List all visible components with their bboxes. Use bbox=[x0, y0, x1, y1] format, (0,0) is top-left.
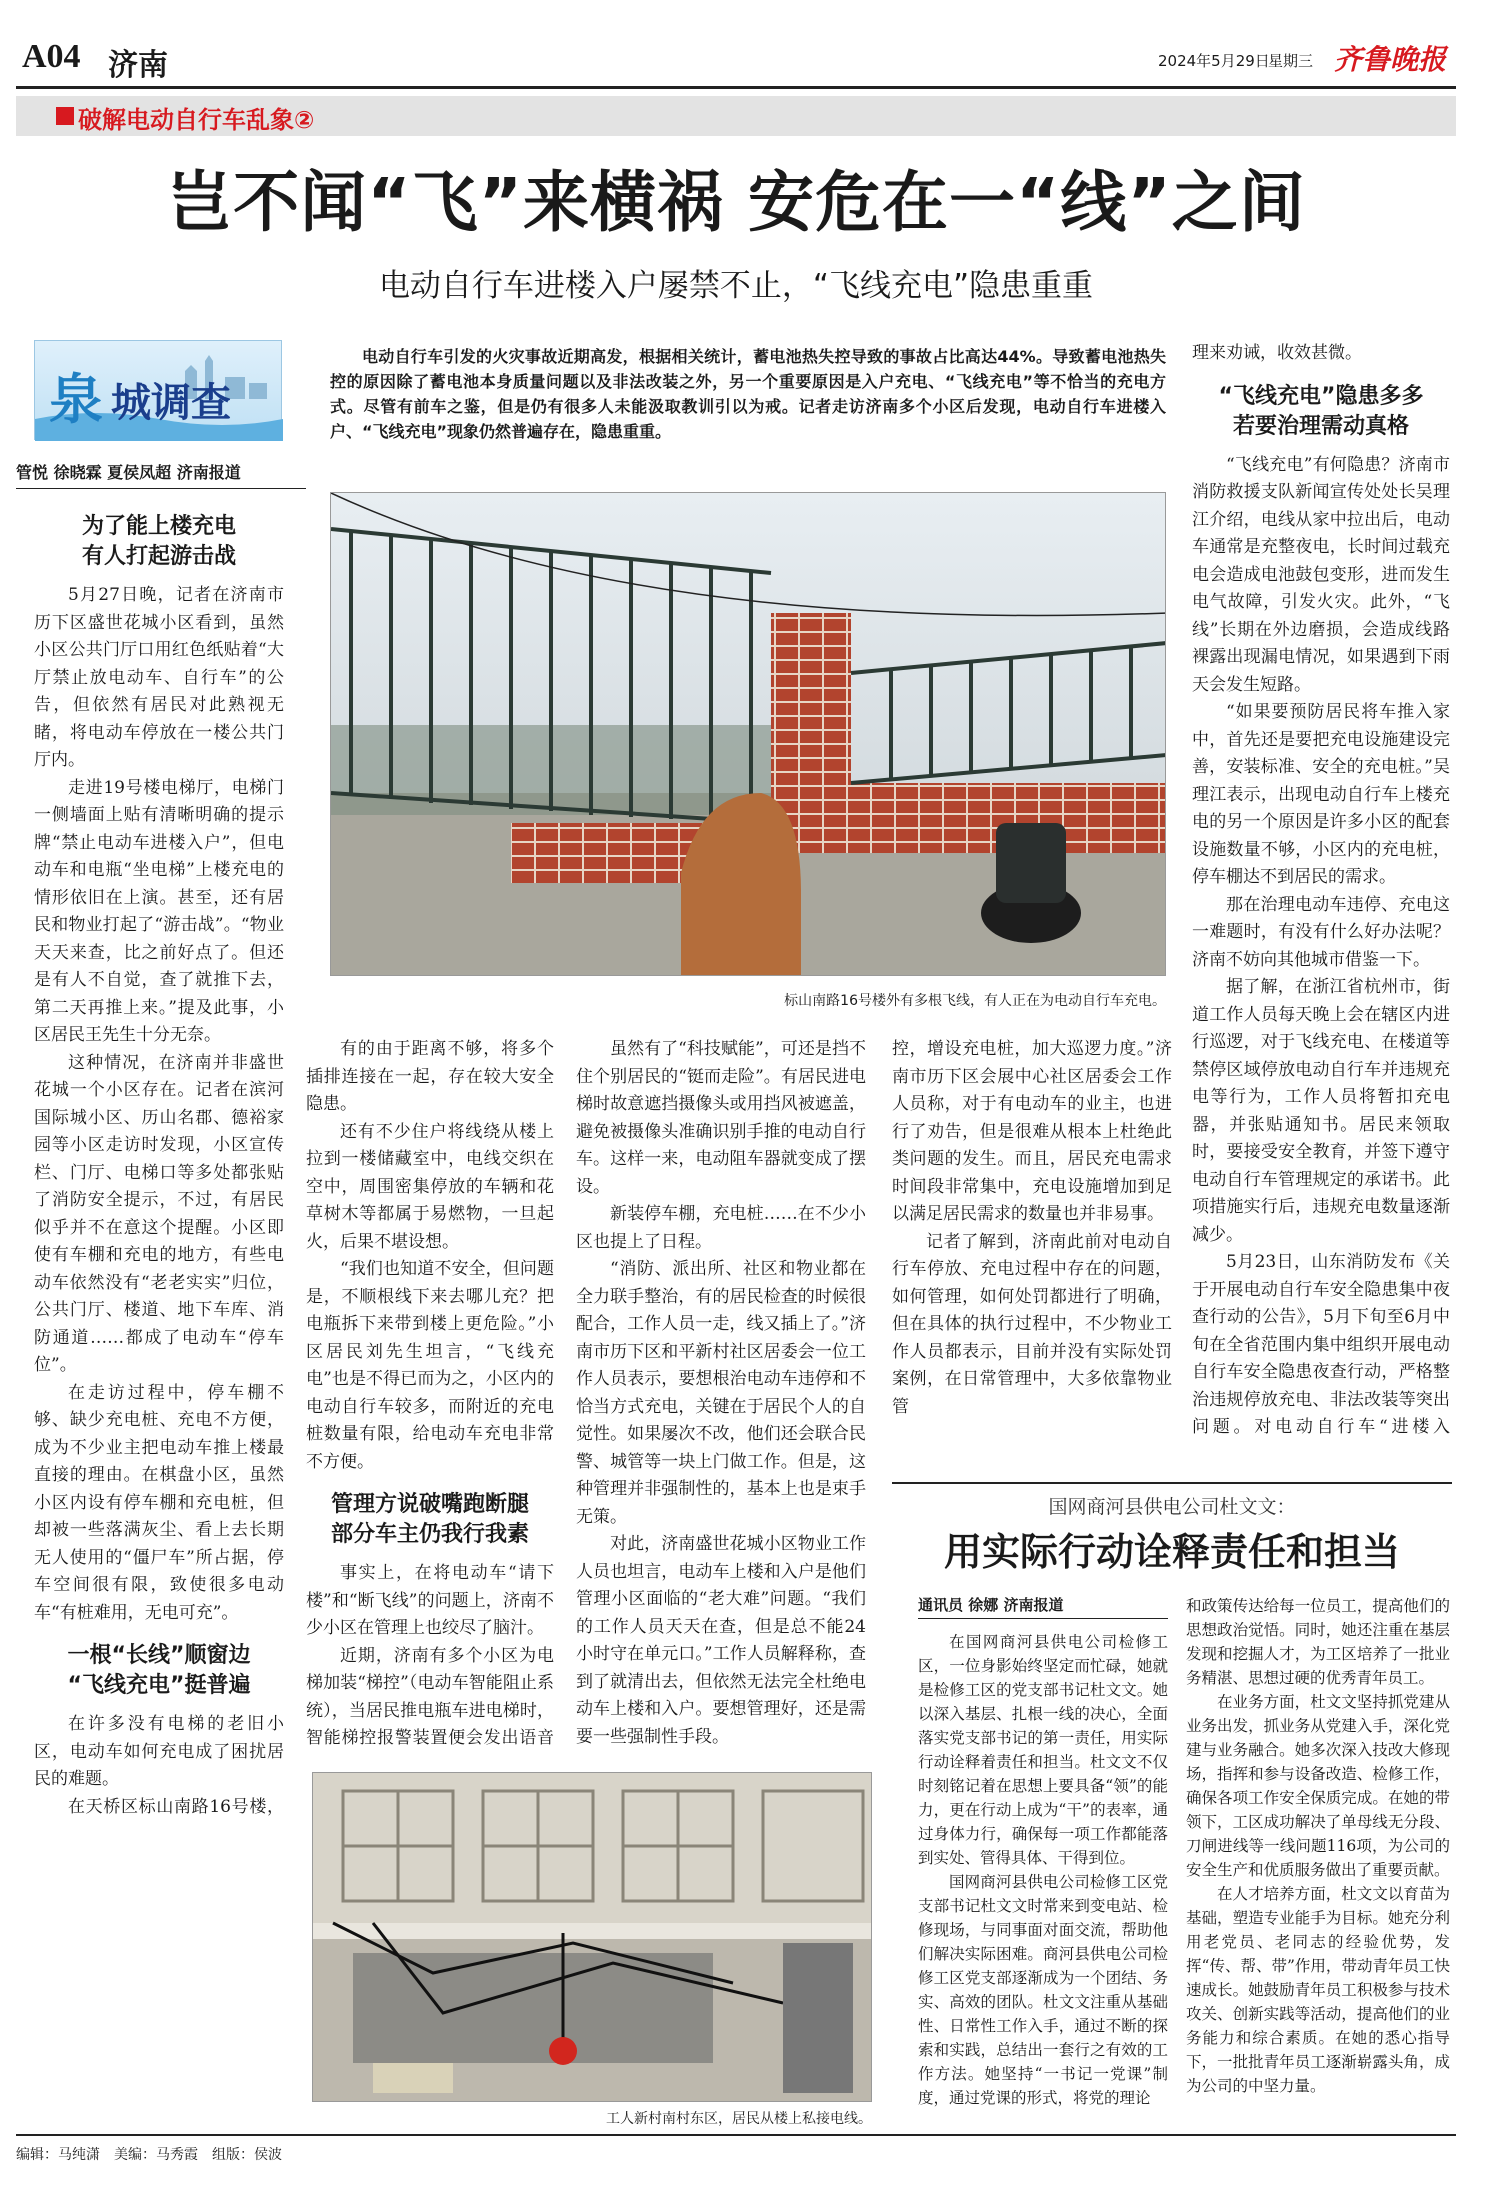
paragraph: 还有不少住户将线绕从楼上拉到一楼储藏室中，电线交织在空中，周围密集停放的车辆和花草树木等都属于易燃物，一旦起火，后果不堪设想。 bbox=[306, 1121, 554, 1252]
sidebar-title: 用实际行动诠释责任和担当 bbox=[943, 1529, 1400, 1574]
paragraph: 在业务方面，杜文文坚持抓党建从业务出发，抓业务从党建入手，深化党建与业务融合。她多次深入技改大修现场，指挥和参与设备改造、检修工作，确保各项工作安全保质完成。在她的带领下，工区成功解决了单母线无分段、刀闸进线等一线问题116项，为公司的安全生产和优质服务做出了重要贡献。 bbox=[1186, 1693, 1450, 1879]
header-rule bbox=[16, 86, 1456, 89]
paragraph: 国网商河县供电公司检修工区党支部书记杜文文时常来到变电站、检修现场，与同事面对面交流，帮助他们解决实际困难。商河县供电公司检修工区党支部逐渐成为一个团结、务实、高效的团队。杜文文注重从基础性、日常性工作入手，通过不断的探索和实践，总结出一套行之有效的工作方法。她坚持“一书记一党课”制度，通过党课的形式，将党的理论 bbox=[918, 1873, 1168, 2107]
subheadline: 电动自行车进楼入户屡禁不止，“飞线充电”隐患重重 bbox=[378, 268, 1094, 304]
paragraph: 这种情况，在济南并非盛世花城一个小区存在。记者在滨河国际城小区、历山名郡、德裕家园等小区走访时发现，小区宣传栏、门厅、电梯口等多处都张贴了消防安全提示，不过，有居民似乎并不在意这个提醒。小区即使有车棚和充电的地方，有些电动车依然没有“老老实实”归位，公共门厅、楼道、地下车库、消防通道……都成了电动车“停车位”。 bbox=[34, 1052, 284, 1375]
sidebar-byline: 通讯员 徐娜 济南报道 bbox=[918, 1596, 1064, 1614]
paragraph: 控，增设充电桩，加大巡逻力度。”济南市历下区会展中心社区居委会工作人员称，对于有电动车的业主，也进行了劝告，但是很难从根本上杜绝此类问题的发生。而且，居民充电需求时间段非常集中，充电设施增加到足以满足居民需求的数量也并非易事。 bbox=[892, 1039, 1172, 1224]
photo2-caption: 工人新村南村东区，居民从楼上私接电线。 bbox=[606, 2111, 872, 2127]
paragraph: 新装停车棚，充电桩……在不少小区也提上了日程。 bbox=[576, 1204, 866, 1252]
column-5 bbox=[1192, 340, 1450, 1440]
sidebar-col-left bbox=[918, 1630, 1168, 2120]
series-tag-bar bbox=[16, 96, 1456, 136]
sidebar-kicker: 国网商河县供电公司杜文文： bbox=[1048, 1496, 1296, 1518]
paragraph: “飞线充电”有何隐患？济南市消防救援支队新闻宣传处处长吴理江介绍，电线从家中拉出后，电动车通常是充整夜电，长时间过载充电会造成电池鼓包变形，进而发生电气故障，引发火灾。此外，“飞线”长期在外边磨损，会造成线路裸露出现漏电情况，如果遇到下雨天会发生短路。 bbox=[1192, 454, 1450, 695]
page-number: A04 bbox=[22, 38, 81, 75]
column-3 bbox=[576, 1036, 866, 1752]
paragraph: 有的由于距离不够，将多个插排连接在一起，存在较大安全隐患。 bbox=[306, 1039, 554, 1114]
red-square-icon bbox=[56, 107, 74, 125]
col1-subhead-1: 为了能上楼充电 有人打起游击战 bbox=[81, 514, 236, 569]
paragraph: 在人才培养方面，杜文文以育苗为基础，塑造专业能手为目标。她充分利用老党员、老同志的经验优势，发挥“传、帮、带”作用，带动青年员工快速成长。她鼓励青年员工积极参与技术攻关、创新实践等活动，提高他们的业务能力和综合素质。在她的悉心指导下，一批批青年员工逐渐崭露头角，成为公司的中坚力量。 bbox=[1186, 1885, 1450, 2095]
paragraph: “消防、派出所、社区和物业都在全力联手整治，有的居民检查的时候很配合，工作人员一走，线又插上了。”济南市历下区和平新村社区居委会一位工作人员表示，要想根治电动车违停和不恰当方式充电，关键在于居民个人的自觉性。如果屡次不改，他们还会联合民警、城管等一块上门做工作。但是，这种管理并非强制性的，基本上也是束手无策。 bbox=[576, 1259, 866, 1527]
col1-subhead-2: 一根“长线”顺窗边 “飞线充电”挺普遍 bbox=[67, 1643, 251, 1698]
byline: 管悦 徐晓霖 夏侯凤超 济南报道 bbox=[16, 463, 241, 482]
paragraph: 5月27日晚，记者在济南市历下区盛世花城小区看到，虽然小区公共门厅口用红色纸贴着“大厅禁止放电动车、自行车”的公告，但依然有居民对此熟视无睹，将电动车停放在一楼公共门厅内。 bbox=[34, 585, 284, 770]
paragraph: 据了解，在浙江省杭州市，街道工作人员每天晚上会在辖区内进行巡逻，对于飞线充电、在楼道等禁停区域停放电动自行车并违规充电等行为，工作人员将暂扣充电器，并张贴通知书。居民来领取时，要接受安全教育，并签下遵守电动自行车管理规定的承诺书。此项措施实行后，违规充电数量逐渐减少。 bbox=[1192, 977, 1450, 1245]
wiring-scene bbox=[313, 1773, 872, 2102]
paragraph: 近期，济南有多个小区为电梯加装“梯控”（电动车智能阻止系统），当居民推电瓶车进电梯时，智能梯控报警装置便会发出语音 bbox=[306, 1645, 554, 1748]
sidebar-top-rule bbox=[892, 1482, 1452, 1484]
paragraph: 理来劝诫，收效甚微。 bbox=[1192, 343, 1362, 363]
sidebar-col-right bbox=[1186, 1594, 1450, 2120]
paragraph bbox=[576, 1751, 866, 1752]
paragraph: 在天桥区标山南路16号楼， bbox=[68, 1796, 284, 1817]
byline-rule bbox=[16, 488, 306, 489]
paragraph: 记者了解到，济南此前对电动自行车停放、充电过程中存在的问题，如何管理，如何处罚都进行了明确，但在具体的执行过程中，不少物业工作人员都表示，目前并没有实际处罚案例，在日常管理中，大多依靠物业管 bbox=[892, 1231, 1172, 1417]
paragraph: 在走访过程中，停车棚不够、缺少充电桩、充电不方便，成为不少业主把电动车推上楼最直接的理由。在棋盘小区，虽然小区内设有停车棚和充电桩，但却被一些落满灰尘、看上去长期无人使用的“僵尸车”所占据，停车空间很有限，致使很多电动车“有桩难用，无电可充”。 bbox=[34, 1382, 284, 1623]
column-1 bbox=[34, 504, 284, 1824]
footer-rule bbox=[16, 2134, 1456, 2136]
column-4 bbox=[892, 1036, 1172, 1476]
column-logo-text: 城调查 bbox=[111, 380, 231, 426]
lead-paragraph: 电动自行车引发的火灾事故近期高发，根据相关统计，蓄电池热失控导致的事故占比高达44%。导致蓄电池热失控的原因除了蓄电池本身质量问题以及非法改装之外，另一个重要原因是入户充电、“飞线充电”等不恰当的充电方式。尽管有前车之鉴，但是仍有很多人未能汲取教训引以为戒。记者走访济南多个小区后发现，电动自行车进楼入户、“飞线充电”现象仍然普遍存在，隐患重重。 bbox=[330, 347, 1166, 441]
paper-logo: 齐鲁晚报 bbox=[1334, 43, 1447, 76]
sidebar-byline-rule bbox=[918, 1618, 1168, 1619]
photo1-caption: 标山南路16号楼外有多根飞线，有人正在为电动自行车充电。 bbox=[784, 993, 1166, 1009]
series-tag: 破解电动自行车乱象② bbox=[78, 106, 315, 134]
page-header bbox=[16, 32, 1456, 84]
headline: 岂不闻“飞”来横祸 安危在一“线”之间 bbox=[166, 164, 1306, 241]
issue-date: 2024年5月29日 bbox=[1158, 52, 1270, 70]
col2-subhead: 管理方说破嘴跑断腿 部分车主仍我行我素 bbox=[330, 1492, 529, 1547]
photo-flying-wires bbox=[330, 492, 1166, 976]
paragraph: 事实上，在将电动车“请下楼”和“断飞线”的问题上，济南不少小区在管理上也绞尽了脑汁。 bbox=[306, 1563, 554, 1638]
paragraph: 在许多没有电梯的老旧小区，电动车如何充电成了困扰居民的难题。 bbox=[34, 1714, 284, 1789]
paragraph: 对此，济南盛世花城小区物业工作人员也坦言，电动车上楼和入户是他们管理小区面临的“老大难”问题。“我们的工作人员天天在查，但是总不能24小时守在单元口。”工作人员解释称，查到了就清出去，但依然无法完全杜绝电动车上楼和入户。要想管理好，还是需要一些强制性手段。 bbox=[576, 1534, 866, 1747]
column-logo-char: 泉 bbox=[49, 368, 103, 431]
paragraph: 那在治理电动车违停、充电这一难题时，有没有什么好办法呢？济南不妨向其他城市借鉴一下。 bbox=[1192, 894, 1450, 970]
paragraph: 走进19号楼电梯厅，电梯门一侧墙面上贴有清晰明确的提示牌“禁止电动车进楼入户”，但电动车和电瓶“坐电梯”上楼充电的情形依旧在上演。甚至，还有居民和物业打起了“游击战”。“物业天天来查，比之前好点了。但还是有人不自觉，查了就推下去，第二天再推上来。”提及此事，小区居民王先生十分无奈。 bbox=[34, 777, 284, 1045]
issue-weekday: 星期三 bbox=[1268, 52, 1314, 70]
paragraph: 5月23日，山东消防发布《关于开展电动自行车安全隐患集中夜查行动的公告》，5月下旬至6月中旬在全省范围内集中组织开展电动自行车安全隐患夜查行动，严格整治违规停放充电、非法改装等突出问题。对电动自行车“进楼入 bbox=[1192, 1252, 1450, 1437]
column-2 bbox=[306, 1036, 554, 1752]
paragraph: 在国网商河县供电公司检修工区，一位身影始终坚定而忙碌，她就是检修工区的党支部书记杜文文。她以深入基层、扎根一线的决心，全面落实党支部书记的第一责任，用实际行动诠释着责任和担当。杜文文不仅时刻铭记着在思想上要具备“领”的能力，更在行动上成为“干”的表率，通过身体力行，确保每一项工作都能落到实处、管得具体、干得到位。 bbox=[918, 1633, 1168, 1867]
footer-credits: 编辑：马纯潇 美编：马秀霞 组版：侯波 bbox=[16, 2147, 282, 2163]
paragraph: “我们也知道不安全，但问题是，不顺根线下来去哪儿充？把电瓶拆下来带到楼上更危险。”小区居民刘先生坦言，“飞线充电”也是不得已而为之，小区内的电动自行车较多，而附近的充电桩数量有限，给电动车充电非常不方便。 bbox=[306, 1259, 554, 1472]
paragraph: “如果要预防居民将车推入家中，首先还是要把充电设施建设完善，安装标准、安全的充电桩。”吴理江表示，出现电动自行车上楼充电的另一个原因是许多小区的配套设施数量不够，小区内的充电桩，停车棚达不到居民的需求。 bbox=[1192, 702, 1450, 887]
section-name: 济南 bbox=[108, 48, 168, 83]
paragraph: 虽然有了“科技赋能”，可还是挡不住个别居民的“铤而走险”。有居民进电梯时故意遮挡摄像头或用挡风被遮盖，避免被摄像头准确识别手推的电动自行车。这样一来，电动阻车器就变成了摆设。 bbox=[576, 1039, 866, 1197]
column-logo bbox=[34, 340, 282, 440]
col5-subhead: “飞线充电”隐患多多 若要治理需动真格 bbox=[1218, 383, 1424, 439]
paragraph: 和政策传达给每一位员工，提高他们的思想政治觉悟。同时，她还注重在基层发现和挖掘人才，为工区培养了一批业务精湛、思想过硬的优秀青年员工。 bbox=[1186, 1597, 1450, 1687]
photo-private-wiring bbox=[312, 1772, 872, 2102]
fence-scene bbox=[331, 493, 1166, 976]
